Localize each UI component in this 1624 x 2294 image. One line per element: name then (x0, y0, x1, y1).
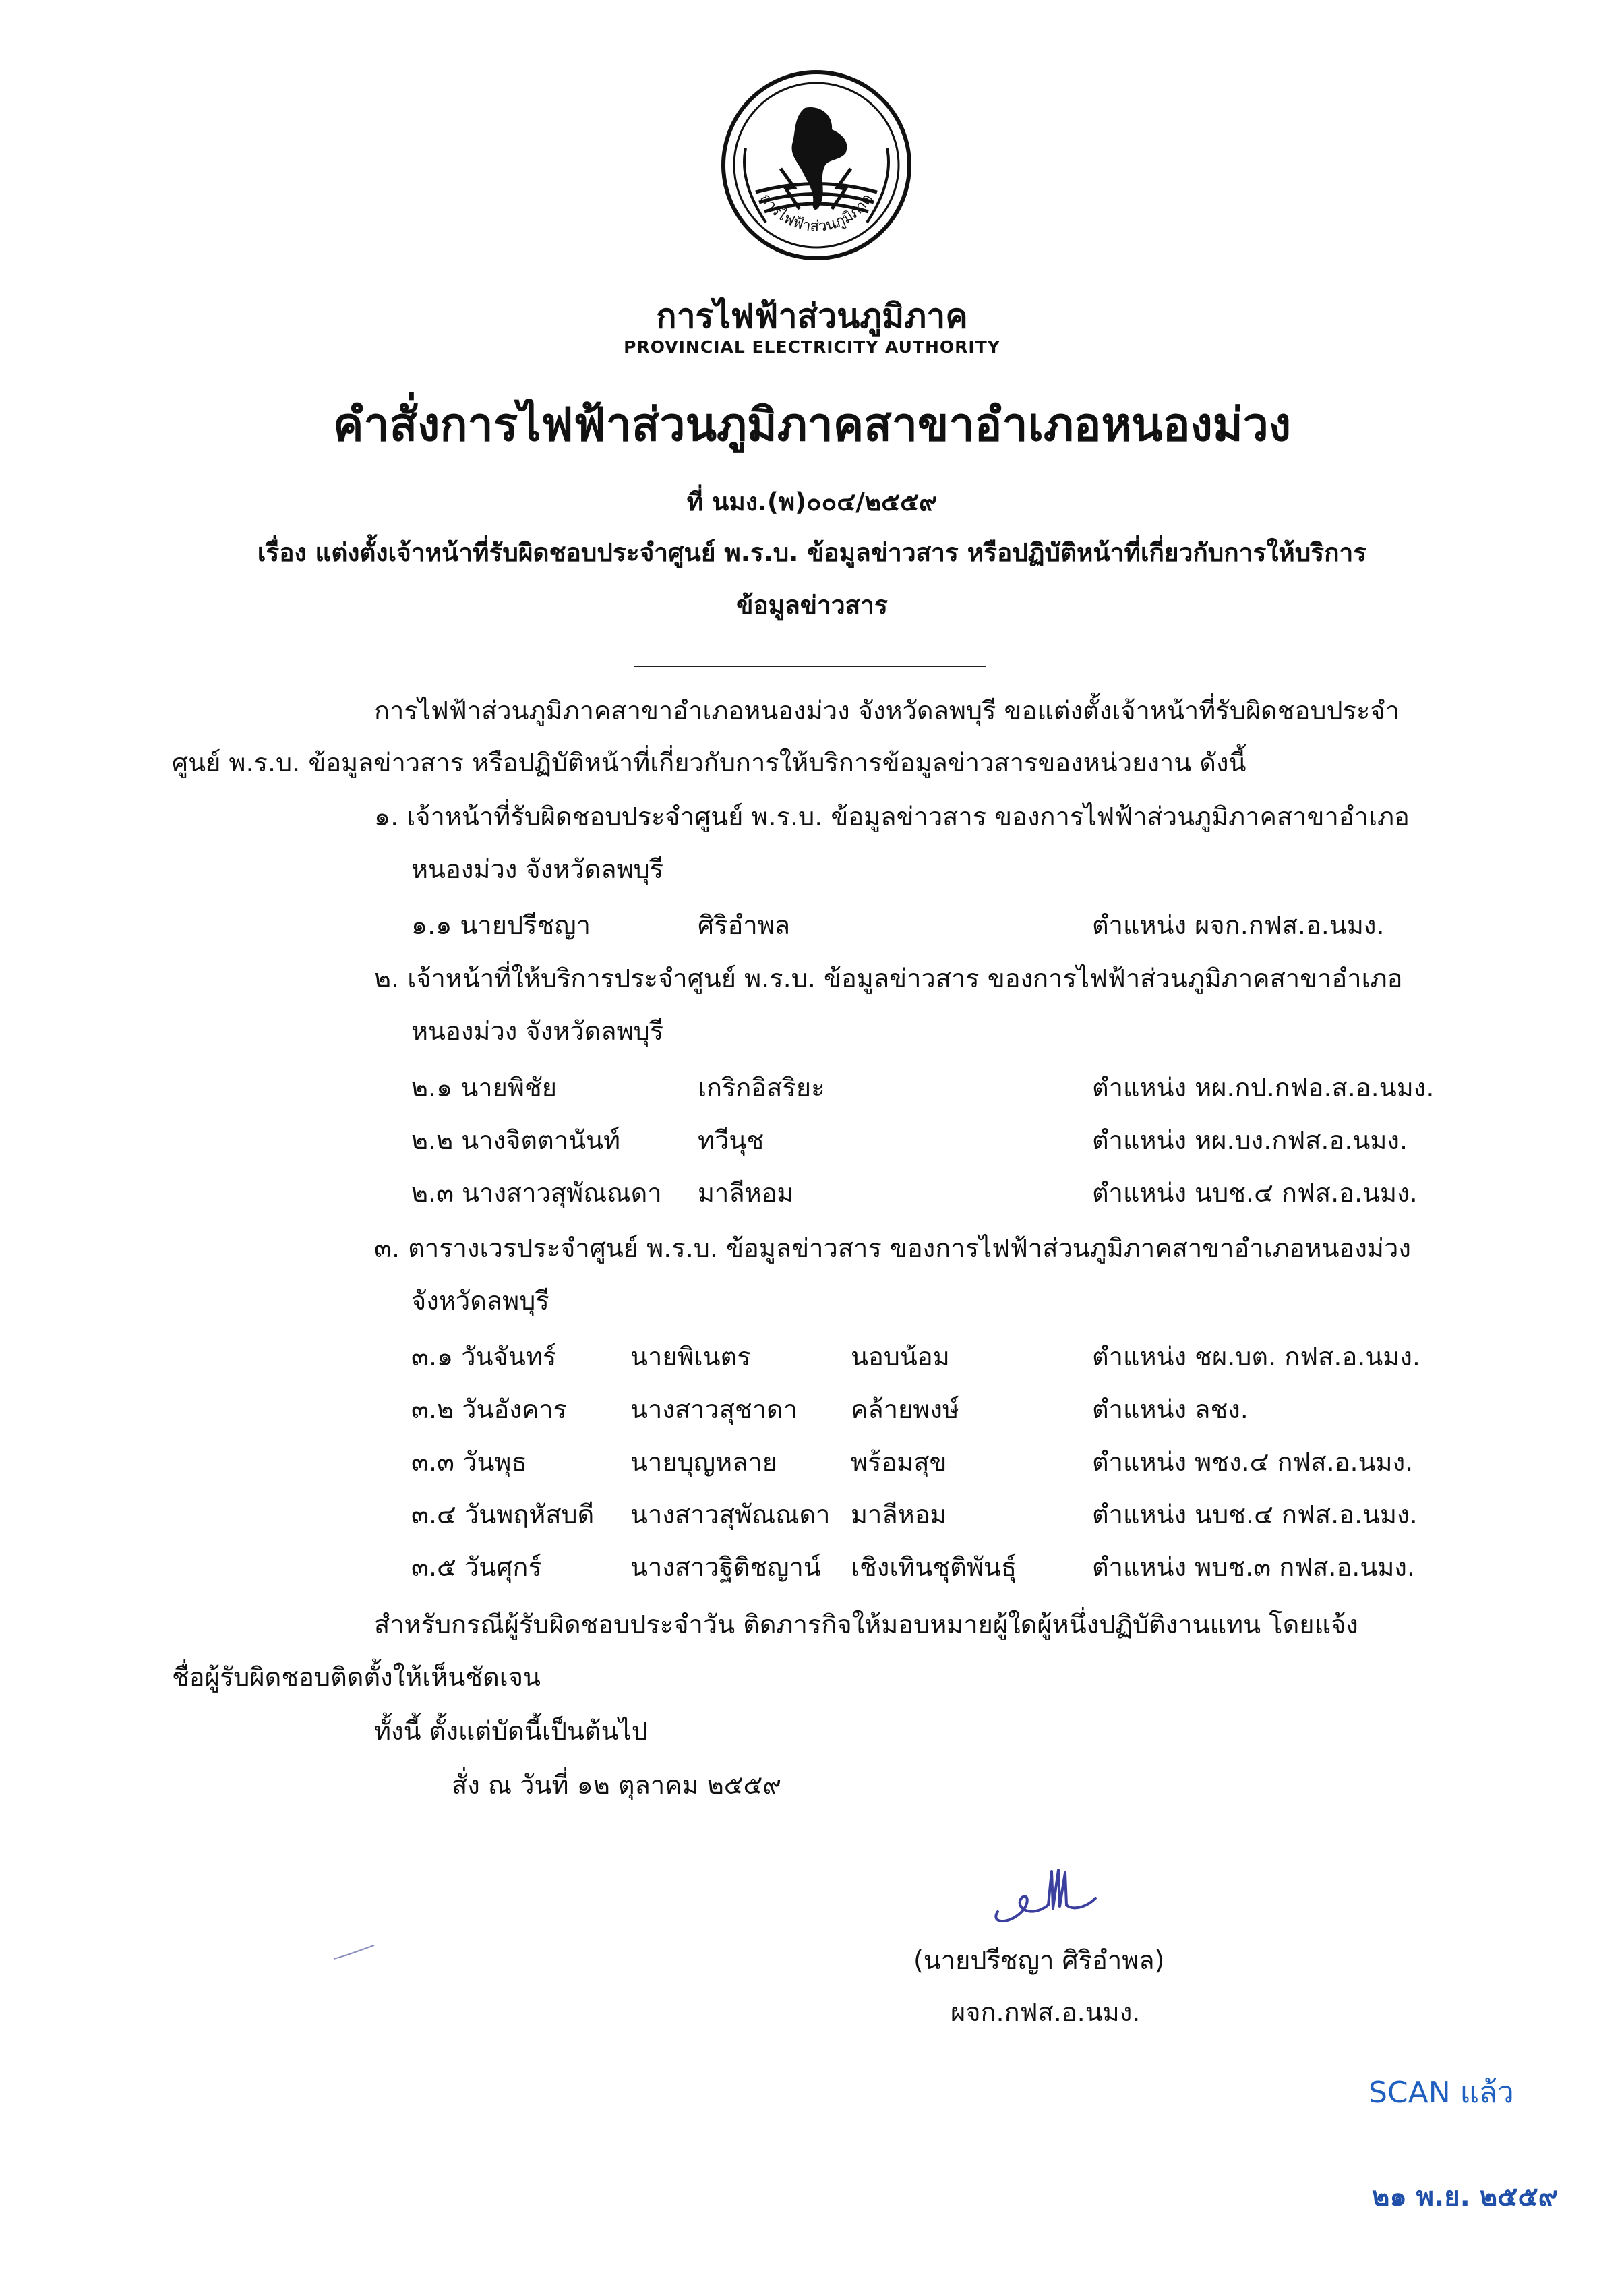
intro-line-2: ศูนย์ พ.ร.บ. ข้อมูลข่าวสาร หรือปฏิบัติหน้าที่เกี่ยวกับการให้บริการข้อมูลข่าวสารของหน่วยงาน ดังนี้ (172, 748, 1246, 777)
duty-row-5-position: ตำแหน่ง พบช.๓ กฟส.อ.นมง. (1092, 1552, 1416, 1582)
section-2-row-1-name: ๒.๑ นายพิชัย (411, 1073, 558, 1102)
signer-name: (นายปรีชญา ศิริอำพล) (913, 1945, 1165, 1975)
section-1-row-1-name: ๑.๑ นายปรีชญา (411, 910, 591, 940)
received-date-stamp: ๒๑ พ.ย. ๒๕๕๙ (1372, 2181, 1559, 2212)
section-2-row-3-name: ๒.๓ นางสาวสุพัณณดา (411, 1178, 662, 1208)
section-2-row-3-surname: มาลีหอม (698, 1178, 794, 1208)
duty-row-3-day: ๓.๓ วันพุธ (411, 1447, 527, 1477)
duty-row-4-position: ตำแหน่ง นบช.๔ กฟส.อ.นมง. (1092, 1500, 1418, 1529)
section-3-heading-cont: จังหวัดลพบุรี (411, 1286, 549, 1316)
intro-line-1: การไฟฟ้าส่วนภูมิภาคสาขาอำเภอหนองม่วง จังหวัดลพบุรี ขอแต่งตั้งเจ้าหน้าที่รับผิดชอบประจำ (374, 696, 1400, 726)
duty-row-4-day: ๓.๔ วันพฤหัสบดี (411, 1500, 595, 1529)
duty-row-2-surname: คล้ายพงษ์ (851, 1394, 959, 1424)
closing-line-1: สำหรับกรณีผู้รับผิดชอบประจำวัน ติดภารกิจให้มอบหมายผู้ใดผู้หนึ่งปฏิบัติงานแทน โดยแจ้ง (374, 1610, 1358, 1639)
duty-row-4-name: นางสาวสุพัณณดา (630, 1500, 831, 1529)
subject-line-1: เรื่อง แต่งตั้งเจ้าหน้าที่รับผิดชอบประจำศูนย์ พ.ร.บ. ข้อมูลข่าวสาร หรือปฏิบัติหน้าที่เกี่ยวกับการให้บริการ (257, 538, 1367, 567)
signature-stroke (984, 1858, 1112, 1932)
closing-line-2: ชื่อผู้รับผิดชอบติดตั้งให้เห็นชัดเจน (172, 1662, 541, 1692)
title-divider (634, 666, 986, 667)
duty-row-3-surname: พร้อมสุข (851, 1447, 947, 1477)
duty-row-5-day: ๓.๕ วันศุกร์ (411, 1552, 542, 1582)
stray-pen-stroke (330, 1942, 378, 1962)
pea-logo-emblem (719, 67, 914, 263)
duty-row-4-surname: มาลีหอม (851, 1500, 947, 1529)
signer-position: ผจก.กฟส.อ.นมง. (951, 1997, 1141, 2027)
section-2-heading-cont: หนองม่วง จังหวัดลพบุรี (411, 1016, 664, 1046)
logo-text: การไฟฟ้าส่วนภูมิภาค (756, 190, 876, 235)
order-title: คำสั่งการไฟฟ้าส่วนภูมิภาคสาขาอำเภอหนองม่วง (332, 399, 1292, 452)
duty-row-3-name: นายบุญหลาย (630, 1447, 778, 1477)
duty-row-3-position: ตำแหน่ง พชง.๔ กฟส.อ.นมง. (1092, 1447, 1414, 1477)
section-1-row-1-position: ตำแหน่ง ผจก.กฟส.อ.นมง. (1092, 910, 1385, 940)
section-1-heading-cont: หนองม่วง จังหวัดลพบุรี (411, 854, 664, 884)
section-2-row-3-position: ตำแหน่ง นบช.๔ กฟส.อ.นมง. (1092, 1178, 1418, 1208)
section-2-row-2-position: ตำแหน่ง หผ.บง.กฟส.อ.นมง. (1092, 1125, 1408, 1155)
document-number: ที่ นมง.(พ)๐๐๔/๒๕๕๙ (686, 488, 938, 517)
duty-row-2-position: ตำแหน่ง ลชง. (1092, 1394, 1249, 1424)
duty-row-1-position: ตำแหน่ง ชผ.บต. กฟส.อ.นมง. (1092, 1342, 1421, 1372)
duty-row-2-name: นางสาวสุชาดา (630, 1394, 798, 1424)
duty-row-1-surname: นอบน้อม (851, 1342, 950, 1372)
section-2-row-2-name: ๒.๒ นางจิตตานันท์ (411, 1125, 621, 1155)
pea-logo (719, 67, 914, 263)
duty-row-1-day: ๓.๑ วันจันทร์ (411, 1342, 557, 1372)
section-2-heading: ๒. เจ้าหน้าที่ให้บริการประจำศูนย์ พ.ร.บ. ข้อมูลข่าวสาร ของการไฟฟ้าส่วนภูมิภาคสาขาอำเภอ (374, 964, 1403, 993)
effective-statement: ทั้งนี้ ตั้งแต่บัดนี้เป็นต้นไป (374, 1716, 648, 1746)
section-2-row-1-surname: เกริกอิสริยะ (698, 1073, 825, 1102)
stray-pen-mark (330, 1942, 378, 1962)
duty-row-5-name: นางสาวฐิติชญาน์ (630, 1552, 821, 1582)
section-1-heading: ๑. เจ้าหน้าที่รับผิดชอบประจำศูนย์ พ.ร.บ. ข้อมูลข่าวสาร ของการไฟฟ้าส่วนภูมิภาคสาขาอำเภอ (374, 802, 1410, 831)
duty-row-5-surname: เชิงเทินชุติพันธุ์ (851, 1552, 1017, 1582)
section-2-row-1-position: ตำแหน่ง หผ.กป.กฟอ.ส.อ.นมง. (1092, 1073, 1435, 1102)
section-3-heading: ๓. ตารางเวรประจำศูนย์ พ.ร.บ. ข้อมูลข่าวสาร ของการไฟฟ้าส่วนภูมิภาคสาขาอำเภอหนองม่วง (374, 1233, 1411, 1263)
section-1-row-1-surname: ศิริอำพล (698, 910, 791, 940)
duty-row-1-name: นายพิเนตร (630, 1342, 751, 1372)
section-2-row-2-surname: ทวีนุช (698, 1125, 764, 1155)
org-name-en: PROVINCIAL ELECTRICITY AUTHORITY (624, 337, 1000, 357)
scan-stamp: SCAN แล้ว (1369, 2076, 1514, 2110)
ordered-date: สั่ง ณ วันที่ ๑๒ ตุลาคม ๒๕๕๙ (452, 1770, 782, 1800)
duty-row-2-day: ๓.๒ วันอังคาร (411, 1394, 568, 1424)
org-name-th: การไฟฟ้าส่วนภูมิภาค (656, 297, 968, 336)
subject-line-2: ข้อมูลข่าวสาร (736, 591, 888, 620)
signature-mark (984, 1858, 1112, 1932)
